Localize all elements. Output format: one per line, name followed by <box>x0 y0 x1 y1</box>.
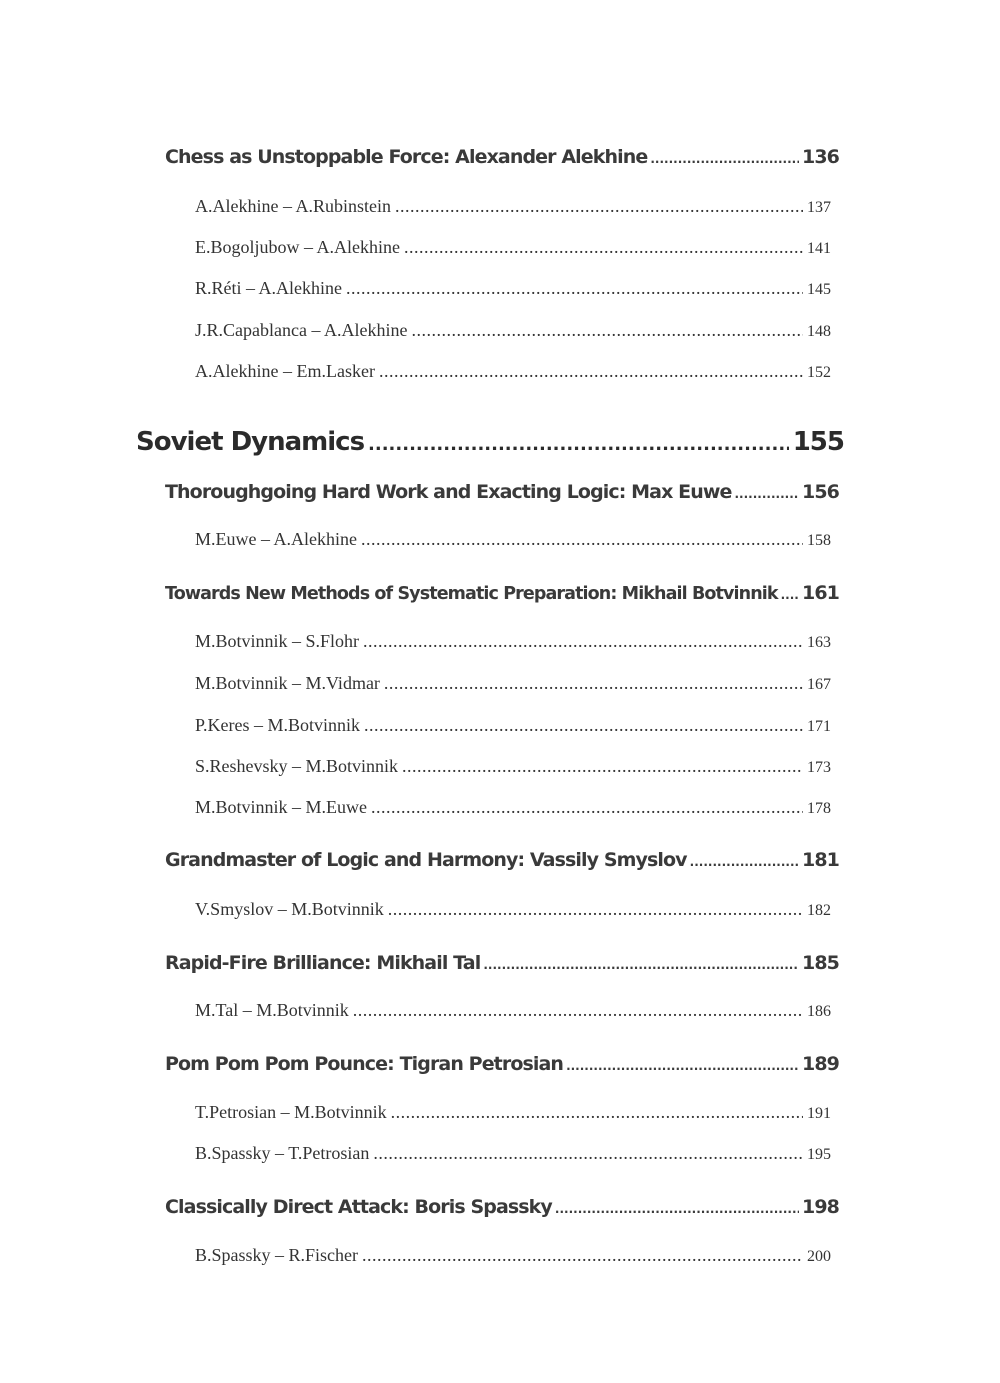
dot-leader <box>379 361 803 382</box>
toc-entry-page-number: 185 <box>802 952 839 974</box>
toc-entry-page-number: 152 <box>807 364 831 381</box>
toc-entry-page-number: 182 <box>807 902 831 919</box>
toc-entry-title: Thoroughgoing Hard Work and Exacting Logic: Max Euwe <box>165 481 732 503</box>
dot-leader <box>690 855 799 869</box>
dot-leader <box>373 1143 803 1164</box>
toc-entry-page-number: 173 <box>807 759 831 776</box>
dot-leader <box>362 1245 803 1266</box>
toc-entry-page-number: 178 <box>807 800 831 817</box>
toc-chapter-entry <box>165 849 839 875</box>
toc-chapter-entry <box>165 1196 839 1222</box>
toc-entry-page-number: 200 <box>807 1248 831 1265</box>
dot-leader <box>650 152 799 166</box>
toc-game-entry <box>195 1102 831 1126</box>
toc-entry-title: M.Tal – M.Botvinnik <box>195 1000 349 1020</box>
toc-game-entry <box>195 756 831 780</box>
toc-entry-page-number: 137 <box>807 199 831 216</box>
toc-game-entry <box>195 673 831 697</box>
toc-entry-page-number: 167 <box>807 676 831 693</box>
toc-entry-page-number: 141 <box>807 240 831 257</box>
toc-entry-page-number: 155 <box>792 427 844 457</box>
toc-entry-page-number: 145 <box>807 281 831 298</box>
toc-section-entry <box>136 427 844 461</box>
toc-entry-page-number: 148 <box>807 323 831 340</box>
toc-entry-title: Grandmaster of Logic and Harmony: Vassily Smyslov <box>165 849 687 871</box>
toc-entry-page-number: 195 <box>807 1146 831 1163</box>
dot-leader <box>363 631 803 652</box>
toc-entry-title: B.Spassky – T.Petrosian <box>195 1143 370 1163</box>
dot-leader <box>404 237 803 258</box>
toc-entry-page-number: 171 <box>807 718 831 735</box>
dot-leader <box>395 196 803 217</box>
toc-entry-title: Pom Pom Pom Pounce: Tigran Petrosian <box>165 1053 564 1075</box>
toc-chapter-entry <box>165 481 839 507</box>
toc-entry-page-number: 191 <box>807 1105 831 1122</box>
toc-entry-title: M.Botvinnik – M.Vidmar <box>195 673 380 693</box>
toc-entry-title: R.Réti – A.Alekhine <box>195 278 342 298</box>
toc-game-entry <box>195 1000 831 1024</box>
toc-entry-title: B.Spassky – R.Fischer <box>195 1245 359 1265</box>
toc-game-entry <box>195 899 831 923</box>
toc-game-entry <box>195 1143 831 1167</box>
toc-entry-title: J.R.Capablanca – A.Alekhine <box>195 320 408 340</box>
dot-leader <box>402 756 803 777</box>
toc-entry-page-number: 163 <box>807 634 831 651</box>
toc-game-entry <box>195 715 831 739</box>
dot-leader <box>555 1202 799 1216</box>
toc-entry-title: V.Smyslov – M.Botvinnik <box>195 899 384 919</box>
toc-game-entry <box>195 320 831 344</box>
dot-leader <box>388 899 803 920</box>
dot-leader <box>566 1059 799 1073</box>
toc-game-entry <box>195 361 831 385</box>
toc-entry-title: S.Reshevsky – M.Botvinnik <box>195 756 399 776</box>
toc-entry-title: Rapid-Fire Brilliance: Mikhail Tal <box>165 952 481 974</box>
toc-chapter-entry <box>165 952 839 978</box>
toc-game-entry <box>195 631 831 655</box>
toc-entry-title: A.Alekhine – A.Rubinstein <box>195 196 391 216</box>
toc-entry-page-number: 136 <box>802 146 839 168</box>
toc-entry-page-number: 186 <box>807 1003 831 1020</box>
toc-entry-page-number: 156 <box>802 481 839 503</box>
toc-entry-page-number: 181 <box>802 849 839 871</box>
dot-leader <box>361 529 803 550</box>
dot-leader <box>391 1102 803 1123</box>
toc-game-entry <box>195 529 831 553</box>
toc-entry-title: M.Botvinnik – S.Flohr <box>195 631 360 651</box>
toc-game-entry <box>195 797 831 821</box>
dot-leader <box>781 588 799 602</box>
toc-entry-title: Soviet Dynamics <box>136 427 365 457</box>
toc-entry-title: Chess as Unstoppable Force: Alexander Alekhine <box>165 146 648 168</box>
dot-leader <box>371 797 803 818</box>
toc-entry-title: M.Botvinnik – M.Euwe <box>195 797 368 817</box>
toc-entry-title: A.Alekhine – Em.Lasker <box>195 361 375 381</box>
toc-entry-title: Classically Direct Attack: Boris Spassky <box>165 1196 552 1218</box>
toc-entry-page-number: 198 <box>802 1196 839 1218</box>
toc-entry-page-number: 158 <box>807 532 831 549</box>
dot-leader <box>384 673 803 694</box>
dot-leader <box>735 487 800 501</box>
dot-leader <box>411 320 803 341</box>
toc-chapter-entry <box>165 1053 839 1079</box>
toc-game-entry <box>195 278 831 302</box>
dot-leader <box>368 434 789 455</box>
toc-chapter-entry <box>165 146 839 172</box>
toc-entry-title: Towards New Methods of Systematic Preparation: Mikhail Botvinnik <box>165 584 778 604</box>
toc-game-entry <box>195 1245 831 1269</box>
toc-entry-page-number: 161 <box>802 582 839 604</box>
toc-entry-title: M.Euwe – A.Alekhine <box>195 529 357 549</box>
toc-entry-title: E.Bogoljubow – A.Alekhine <box>195 237 400 257</box>
dot-leader <box>353 1000 803 1021</box>
dot-leader <box>364 715 803 736</box>
dot-leader <box>483 958 799 972</box>
dot-leader <box>346 278 803 299</box>
toc-chapter-entry <box>165 582 839 608</box>
toc-entry-title: P.Keres – M.Botvinnik <box>195 715 361 735</box>
toc-game-entry <box>195 237 831 261</box>
toc-entry-title: T.Petrosian – M.Botvinnik <box>195 1102 387 1122</box>
toc-game-entry <box>195 196 831 220</box>
toc-entry-page-number: 189 <box>802 1053 839 1075</box>
